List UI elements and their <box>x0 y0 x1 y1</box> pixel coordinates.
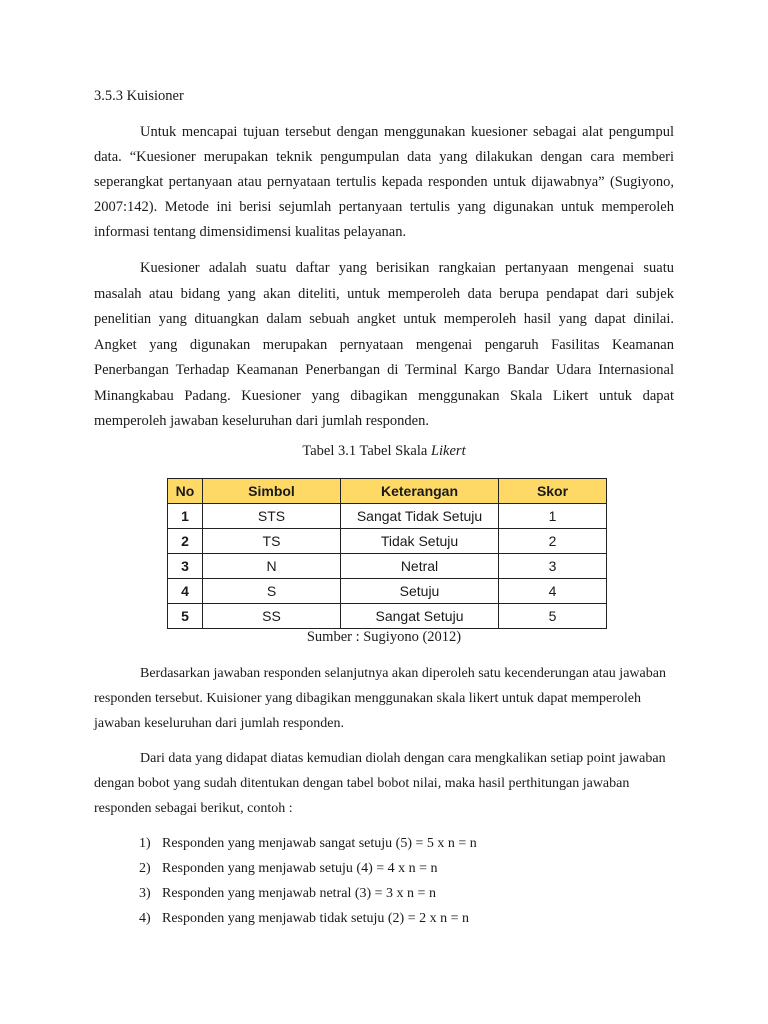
header-no: No <box>168 479 203 504</box>
cell-simbol: STS <box>203 504 341 529</box>
header-skor: Skor <box>499 479 607 504</box>
table-source: Sumber : Sugiyono (2012) <box>306 629 462 645</box>
header-keterangan: Keterangan <box>341 479 499 504</box>
cell-skor: 2 <box>499 529 607 554</box>
cell-keterangan: Sangat Setuju <box>341 604 499 629</box>
paragraph-2: Kuesioner adalah suatu daftar yang berisikan rangkaian pertanyaan mengenai suatu masalah atau bidang yang akan diteliti, untuk memperoleh data berupa pendapat dari subjek penelitian yang dituangkan dalam sebuah angket untuk memperoleh hasil yang dapat dinilai. Angket yang digunakan merupakan pernyataan mengenai pengaruh Fasilitas Keamanan Penerbangan Terhadap Keamanan Penerbangan di Terminal Kargo Bandar Udara Internasional Minangkabau Padang. Kuesioner yang dibagikan menggunakan Skala Likert untuk dapat memperoleh jawaban keseluruhan dari jumlah responden. <box>94 260 674 429</box>
cell-simbol: N <box>203 554 341 579</box>
section-heading: 3.5.3 Kuisioner <box>94 88 184 104</box>
table-caption-text: Tabel 3.1 Tabel Skala <box>302 443 431 459</box>
cell-simbol: TS <box>203 529 341 554</box>
list-item-number: 1) <box>139 836 151 851</box>
table-row <box>168 504 607 529</box>
cell-keterangan: Setuju <box>341 579 499 604</box>
table-row <box>168 604 607 629</box>
cell-skor: 4 <box>499 579 607 604</box>
list-item-text: Responden yang menjawab netral (3) = 3 x n = n <box>162 886 436 901</box>
list-item-text: Responden yang menjawab sangat setuju (5) = 5 x n = n <box>162 836 477 851</box>
table-row <box>168 579 607 604</box>
cell-skor: 3 <box>499 554 607 579</box>
cell-no: 3 <box>168 554 203 579</box>
list-item <box>139 881 477 906</box>
list-item-number: 3) <box>139 886 151 901</box>
table-row <box>168 554 607 579</box>
cell-simbol: S <box>203 579 341 604</box>
list-item-text: Responden yang menjawab tidak setuju (2) = 2 x n = n <box>162 911 470 926</box>
cell-no: 5 <box>168 604 203 629</box>
cell-no: 2 <box>168 529 203 554</box>
paragraph-3: Berdasarkan jawaban responden selanjutnya akan diperoleh satu kecenderungan atau jawaban responden tersebut. Kuisioner yang dibagikan menggunakan skala likert untuk dapat memperoleh jawaban keseluruhan dari jumlah responden. <box>94 666 666 731</box>
cell-no: 4 <box>168 579 203 604</box>
cell-simbol: SS <box>203 604 341 629</box>
table-caption-italic: Likert <box>430 443 466 459</box>
cell-skor: 1 <box>499 504 607 529</box>
likert-scale-table <box>167 478 607 629</box>
list-item-number: 4) <box>139 911 151 926</box>
table-header-row <box>168 479 607 504</box>
table-row <box>168 529 607 554</box>
list-item <box>139 906 477 931</box>
cell-keterangan: Tidak Setuju <box>341 529 499 554</box>
list-item-number: 2) <box>139 861 151 876</box>
header-simbol: Simbol <box>203 479 341 504</box>
example-list <box>139 831 477 931</box>
cell-no: 1 <box>168 504 203 529</box>
cell-keterangan: Sangat Tidak Setuju <box>341 504 499 529</box>
paragraph-4: Dari data yang didapat diatas kemudian diolah dengan cara mengkalikan setiap point jawaban dengan bobot yang sudah ditentukan dengan tabel bobot nilai, maka hasil perthitungan jawaban responden sebagai berikut, contoh : <box>94 751 666 816</box>
cell-keterangan: Netral <box>341 554 499 579</box>
paragraph-1: Untuk mencapai tujuan tersebut dengan menggunakan kuesioner sebagai alat pengumpul data. “Kuesioner merupakan teknik pengumpulan data yang dilakukan dengan cara memberi seperangkat pertanyaan atau pernyataan tertulis kepada responden untuk dijawabnya” (Sugiyono, 2007:142). Metode ini berisi sejumlah pertanyaan tertulis yang digunakan untuk memperoleh informasi tentang dimensidimensi kualitas pelayanan. <box>94 124 674 240</box>
list-item-text: Responden yang menjawab setuju (4) = 4 x n = n <box>162 861 438 876</box>
table-caption <box>0 443 768 460</box>
cell-skor: 5 <box>499 604 607 629</box>
list-item <box>139 856 477 881</box>
list-item <box>139 831 477 856</box>
